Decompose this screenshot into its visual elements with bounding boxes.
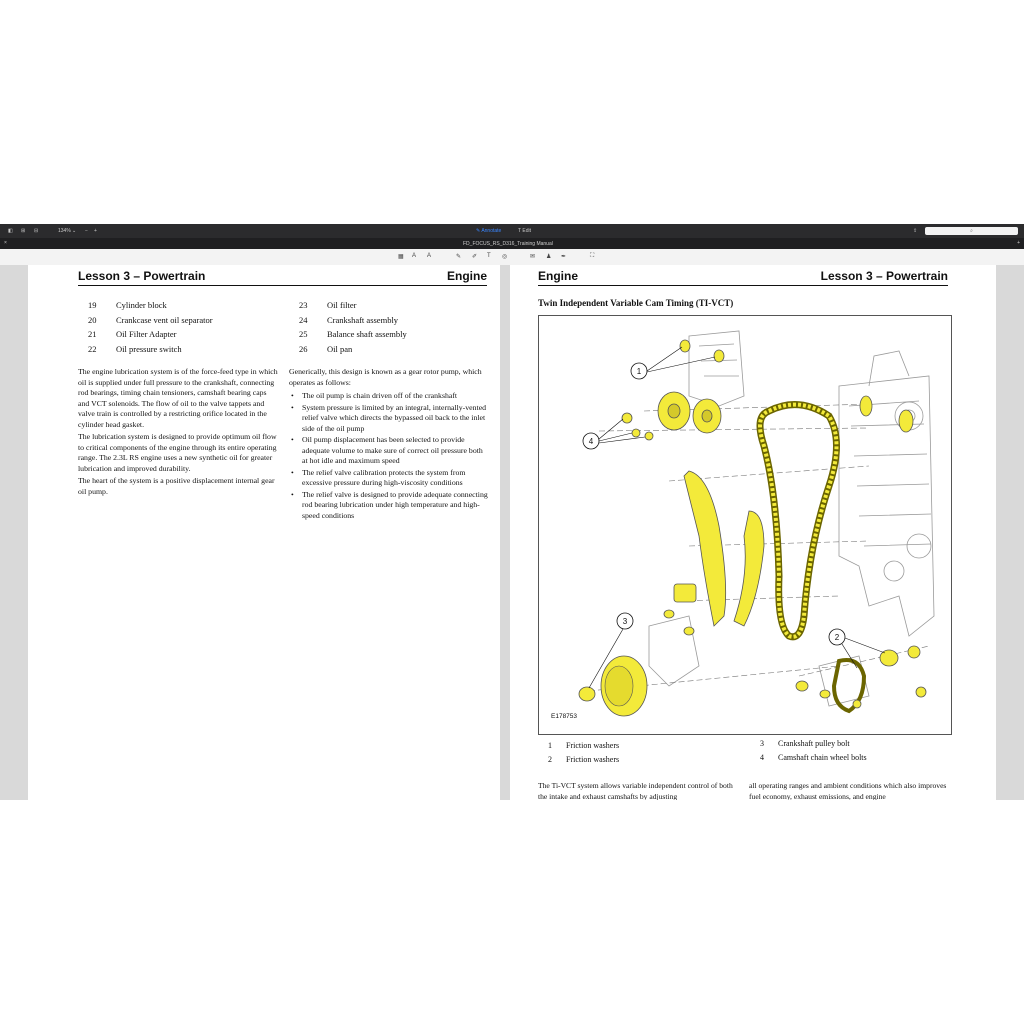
font-style-icon[interactable]: A [427, 253, 432, 259]
pen-icon[interactable]: ✒ [561, 254, 567, 260]
edit-label: Edit [522, 228, 531, 234]
body-text-column-left [78, 367, 278, 499]
grid-view-icon[interactable]: ⊞ [21, 228, 26, 234]
list-item: 25 Balance shaft assembly [299, 329, 407, 339]
text-tool-icon[interactable]: T [487, 253, 491, 259]
header-rule [78, 285, 487, 286]
list-item: 20 Crankcase vent oil separator [88, 314, 213, 325]
callout-3: 3 [622, 617, 628, 626]
new-tab-icon[interactable]: + [1017, 240, 1020, 246]
document-tab-bar [0, 238, 1024, 249]
parts-list-right [299, 300, 407, 358]
left-page [28, 265, 500, 800]
tensioner-bolt [664, 610, 674, 618]
page-header-lesson: Lesson 3 – Powertrain [820, 269, 948, 283]
chain-tensioner [674, 584, 696, 602]
comment-icon[interactable]: ✉ [530, 254, 536, 260]
chain-guide-right [734, 511, 764, 626]
signature-icon[interactable]: ♟ [546, 254, 552, 260]
timing-chain [760, 405, 837, 637]
parts-list-left [88, 300, 213, 358]
right-page [510, 265, 996, 800]
callout-4: 4 [588, 437, 594, 446]
shapes-icon[interactable]: ◎ [502, 254, 508, 260]
zoom-in-button[interactable]: + [94, 228, 97, 234]
section-title: Twin Independent Variable Cam Timing (TI-VCT) [538, 298, 734, 308]
page-header-lesson: Lesson 3 – Powertrain [78, 269, 206, 283]
intro-paragraph: Generically, this design is known as a gear rotor pump, which operates as follows: [289, 367, 482, 387]
body-text-left: The Ti-VCT system allows variable independent control of both the intake and exhaust camshafts by adjusting [538, 781, 733, 800]
list-item: 26 Oil pan [299, 343, 353, 354]
two-page-icon[interactable]: ⊟ [34, 228, 39, 234]
guide-bolt [684, 627, 694, 635]
list-item: 21 Oil Filter Adapter [88, 329, 177, 339]
text-box-icon[interactable]: ▦ [398, 254, 404, 260]
search-input[interactable] [925, 227, 1018, 235]
annotate-label: Annotate [481, 228, 502, 234]
chain-guide-left [684, 471, 726, 626]
close-tab-icon[interactable]: × [4, 240, 7, 246]
page-header-section: Engine [446, 269, 487, 283]
list-item: 19 Cylinder block [88, 300, 167, 310]
bullet-item: • System pressure is limited by an integral, internally-vented relief valve which directs the bypassed oil back to the inlet side of the oil pump [291, 402, 487, 433]
timing-diagram-illustration [539, 316, 951, 734]
chevron-down-icon[interactable]: ⌄ [72, 228, 77, 234]
annotate-tab[interactable]: ✎ Annotate [476, 228, 502, 234]
zoom-out-button[interactable]: − [85, 228, 88, 234]
pencil-icon[interactable]: ✎ [456, 254, 462, 260]
page-header-section: Engine [538, 269, 579, 283]
annotation-toolbar [0, 249, 1024, 266]
oil-pump-drive [796, 646, 926, 711]
paragraph: The heart of the system is a positive displacement internal gear oil pump. [78, 476, 275, 496]
list-item: 4 Camshaft chain wheel bolts [760, 753, 867, 762]
list-item: 22 Oil pressure switch [88, 343, 182, 354]
edit-tab[interactable]: T Edit [518, 228, 531, 234]
body-text-right: all operating ranges and ambient conditions which also improves fuel economy, exhaust emissions, and engine [749, 781, 947, 800]
app-toolbar [0, 224, 1024, 238]
document-tab-title[interactable]: FD_FOCUS_RS_D316_Training Manual [463, 241, 553, 247]
header-rule [538, 285, 948, 286]
callout-1: 1 [636, 367, 642, 376]
crankshaft-pulley [579, 656, 647, 716]
text-size-icon[interactable]: A [412, 253, 417, 259]
camshaft-bolts [622, 413, 653, 440]
fullscreen-icon[interactable]: ⛶ [590, 253, 595, 259]
bullet-item: • The oil pump is chain driven off of the crankshaft [291, 391, 458, 400]
callout-labels [583, 347, 885, 688]
list-item: 23 Oil filter [299, 300, 357, 310]
engine-block-outline [839, 351, 934, 636]
figure-legend-right [760, 739, 867, 767]
body-text-column-right [289, 367, 489, 522]
list-item: 3 Crankshaft pulley bolt [760, 739, 850, 748]
search-icon: ⌕ [970, 228, 973, 234]
list-item: 24 Crankshaft assembly [299, 314, 399, 325]
paragraph: The lubrication system is designed to provide optimum oil flow to critical components of the engine through its entire operating range. The 2.3L RS engine uses a new synthetic oil for greater lubrication and improved durability. [78, 432, 277, 473]
bullet-item: • The relief valve is designed to provide adequate connecting rod bearing lubrication under high temperature and high-speed conditions [291, 489, 488, 520]
highlighter-icon[interactable]: ✐ [472, 254, 478, 260]
paragraph: The engine lubrication system is of the force-feed type in which oil is supplied under full pressure to the crankshaft, connecting rod bearings, timing chain tensioners, camshaft bearing caps and VCT solenoids. The flow of oil to the valve tappets and valve train is controlled by a restricting orifice located in the cylinder head gasket. [78, 367, 278, 429]
friction-washers-1 [680, 340, 724, 362]
share-icon[interactable]: ⇪ [913, 228, 918, 234]
figure-id: E178753 [551, 713, 578, 720]
zoom-level[interactable]: 134% [58, 228, 71, 234]
bullet-item: • The relief valve calibration protects the system from excessive pressure during high-viscosity conditions [291, 467, 466, 487]
document-viewer[interactable] [0, 265, 1024, 800]
timing-chain-figure [538, 315, 952, 735]
bullet-item: • Oil pump displacement has been selected to provide adequate volume to make sure of correct oil pressure both at hot idle and maximum speed [291, 435, 483, 465]
list-item: 1 Friction washers [548, 741, 620, 750]
list-item: 2 Friction washers [548, 755, 620, 764]
timing-chain-links [760, 405, 837, 637]
callout-2: 2 [834, 633, 840, 642]
sidebar-toggle-icon[interactable]: ◧ [8, 228, 13, 234]
figure-legend-left [548, 741, 619, 769]
